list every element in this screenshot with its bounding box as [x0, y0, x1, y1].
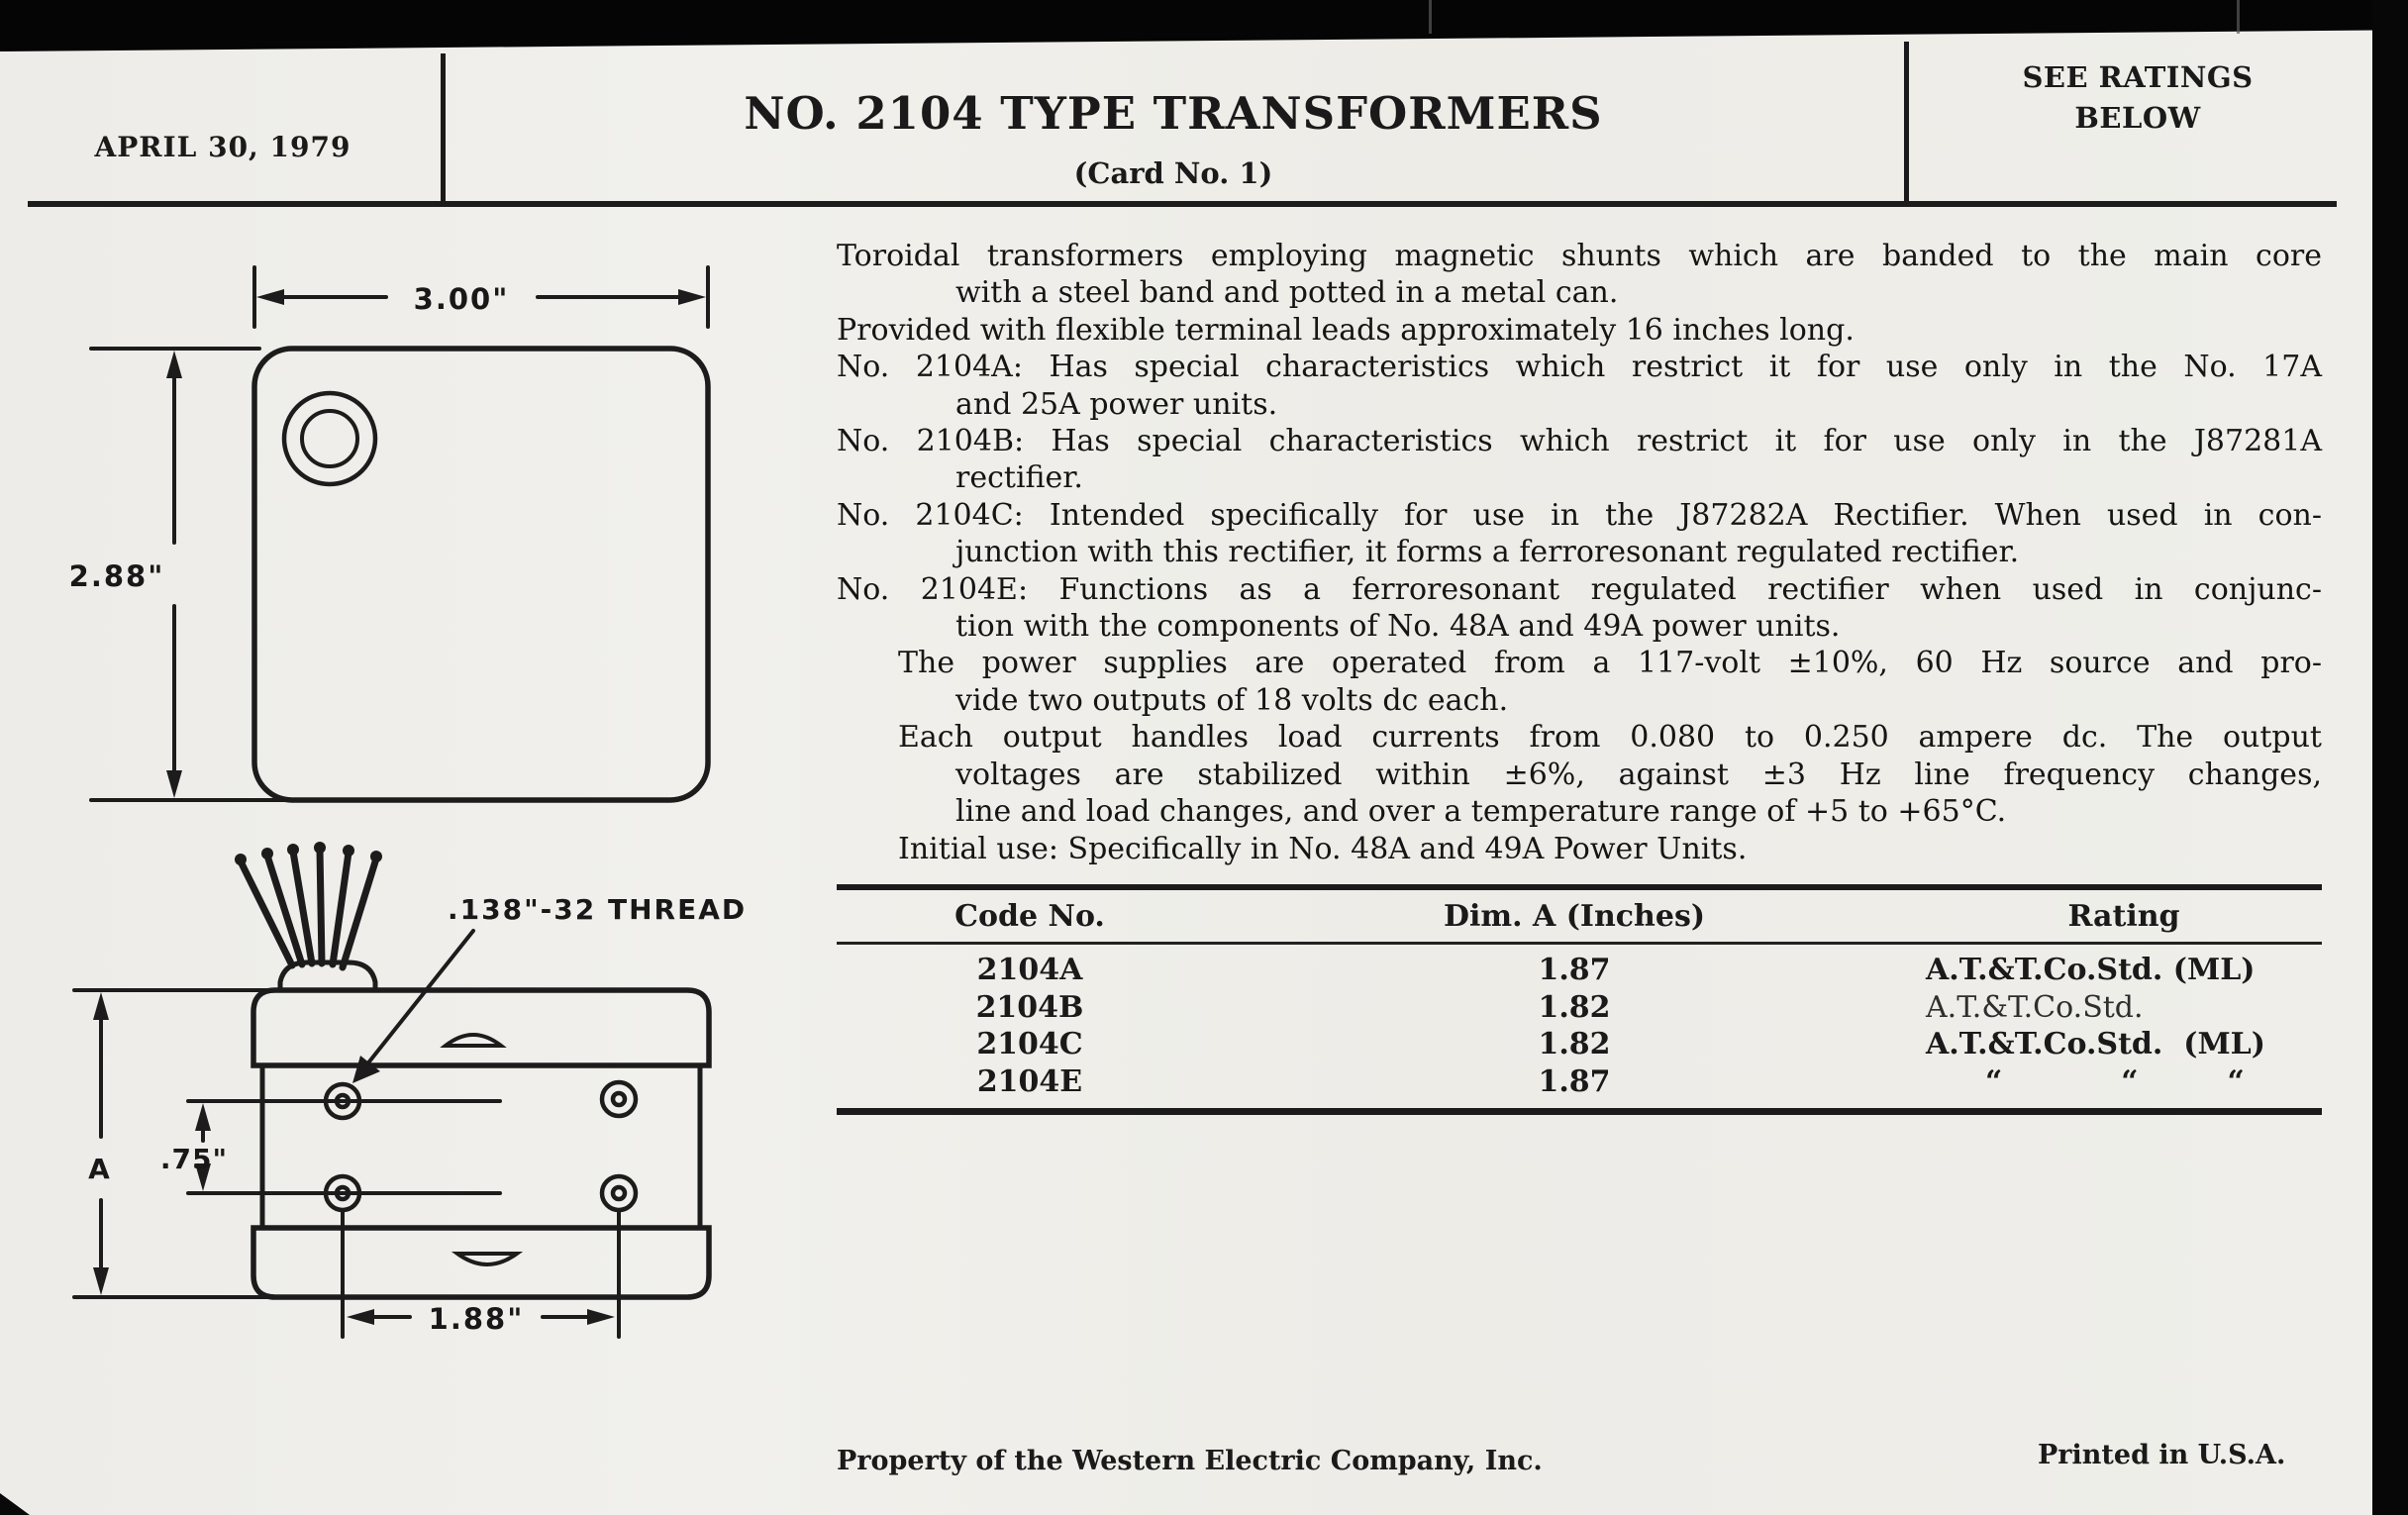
see-ratings-note	[1909, 57, 2366, 139]
bottom-flange-slot	[457, 1254, 517, 1264]
description-line: Toroidal transformers employing magnetic shunts which are banded to the main core	[837, 239, 2322, 273]
description-line: rectifier.	[955, 460, 1083, 496]
description-line: junction with this rectifier, it forms a ferroresonant regulated rectifier.	[955, 535, 2020, 570]
description-block	[837, 238, 2322, 867]
see-ratings-line2: BELOW	[2074, 101, 2201, 135]
terminal-leads	[235, 842, 382, 967]
table-body	[837, 945, 2322, 1108]
top-flange-slot	[446, 1035, 501, 1046]
description-line: with a steel band and potted in a metal can.	[955, 275, 1619, 311]
table-row	[837, 989, 2322, 1027]
lead-exit-outer-circle	[284, 393, 375, 484]
description-line: vide two outputs of 18 volts dc each.	[955, 682, 1509, 718]
code-cell: 2104A	[976, 953, 1083, 988]
description-line: and 25A power units.	[955, 386, 1278, 422]
technical-drawings	[0, 228, 792, 1386]
see-ratings-line1: SEE RATINGS	[2022, 60, 2254, 94]
dim-height-label: 2.88"	[68, 559, 165, 593]
rating-cell-ditto: “ “ “	[1926, 1063, 2245, 1099]
table-header-row	[837, 890, 2322, 942]
description-line: voltages are stabilized within ±6%, against ±3 Hz line frequency changes,	[955, 757, 2322, 792]
code-cell: 2104B	[975, 989, 1084, 1025]
table-rule-bottom	[837, 1108, 2322, 1115]
dim-width-label: 3.00"	[413, 282, 510, 316]
scan-right-band	[2372, 0, 2408, 1515]
code-cell: 2104C	[976, 1027, 1083, 1062]
description-line: Provided with flexible terminal leads approximately 16 inches long.	[837, 312, 1855, 348]
table-row	[837, 1063, 2322, 1101]
lead-exit-inner-circle	[302, 411, 357, 466]
lead-neck	[280, 962, 375, 990]
thread-leader-arrow	[352, 1056, 380, 1083]
dim-a-cell: 1.82	[1538, 989, 1611, 1025]
dim-a-cell: 1.82	[1538, 1027, 1611, 1062]
scan-streak	[2237, 0, 2240, 34]
description-line: tion with the components of No. 48A and 49A power units.	[955, 609, 1841, 645]
transformer-side-view-drawing	[74, 842, 747, 1337]
printed-in-usa: Printed in U.S.A.	[2038, 1440, 2286, 1470]
description-line: Initial use: Specifically in No. 48A and 49A Power Units.	[898, 831, 1748, 866]
description-line: No. 2104B: Has special characteristics which restrict it for use only in the J87281A	[837, 424, 2322, 459]
description-line: The power supplies are operated from a 117-volt ±10%, 60 Hz source and pro-	[898, 646, 2322, 681]
dim-a-cell: 1.87	[1538, 953, 1611, 988]
table-header-rating: Rating	[2067, 898, 2180, 934]
top-flange	[253, 990, 709, 1065]
doc-title: NO. 2104 TYPE TRANSFORMERS	[744, 87, 1603, 140]
dim-a-cell: 1.87	[1538, 1063, 1611, 1099]
table-row	[837, 952, 2322, 989]
description-line: line and load changes, and over a temperature range of +5 to +65°C.	[955, 794, 2007, 830]
scan-streak	[1429, 0, 1432, 34]
rating-cell: A.T.&T.Co.Std. (ML)	[1926, 953, 2256, 988]
ratings-table	[837, 884, 2322, 1115]
header-rule	[28, 201, 2337, 207]
code-cell: 2104E	[976, 1063, 1083, 1099]
description-line: No. 2104E: Functions as a ferroresonant regulated rectifier when used in conjunc-	[837, 571, 2322, 607]
description-line: Each output handles load currents from 0.080 to 0.250 ampere dc. The output	[898, 720, 2322, 756]
description-line: No. 2104A: Has special characteristics which restrict it for use only in the No. 17A	[837, 350, 2322, 385]
dim-hole-spacing-horizontal	[343, 1212, 619, 1337]
rating-cell: A.T.&T.Co.Std.	[1926, 989, 2144, 1025]
table-header-dim-a: Dim. A (Inches)	[1443, 898, 1706, 934]
transformer-top-view-drawing	[69, 267, 708, 800]
property-notice: Property of the Western Electric Company, Inc.	[837, 1446, 1543, 1476]
description-line: No. 2104C: Intended specifically for use in the J87282A Rectifier. When used in con-	[837, 497, 2322, 533]
dim-overall-height-label: A	[88, 1153, 110, 1185]
table-row	[837, 1026, 2322, 1063]
thread-label: .138"-32 THREAD	[448, 893, 748, 926]
can-outline-top-view	[254, 349, 708, 800]
table-header-code: Code No.	[954, 898, 1105, 934]
issue-date: APRIL 30, 1979	[94, 131, 351, 163]
rating-cell: A.T.&T.Co.Std. (ML)	[1926, 1027, 2265, 1062]
dim-width-3-00	[254, 267, 708, 327]
dim-hole-spacing-horizontal-label: 1.88"	[428, 1302, 525, 1336]
dim-hole-spacing-vertical-label: .75"	[159, 1143, 229, 1175]
doc-subtitle: (Card No. 1)	[1073, 156, 1273, 190]
